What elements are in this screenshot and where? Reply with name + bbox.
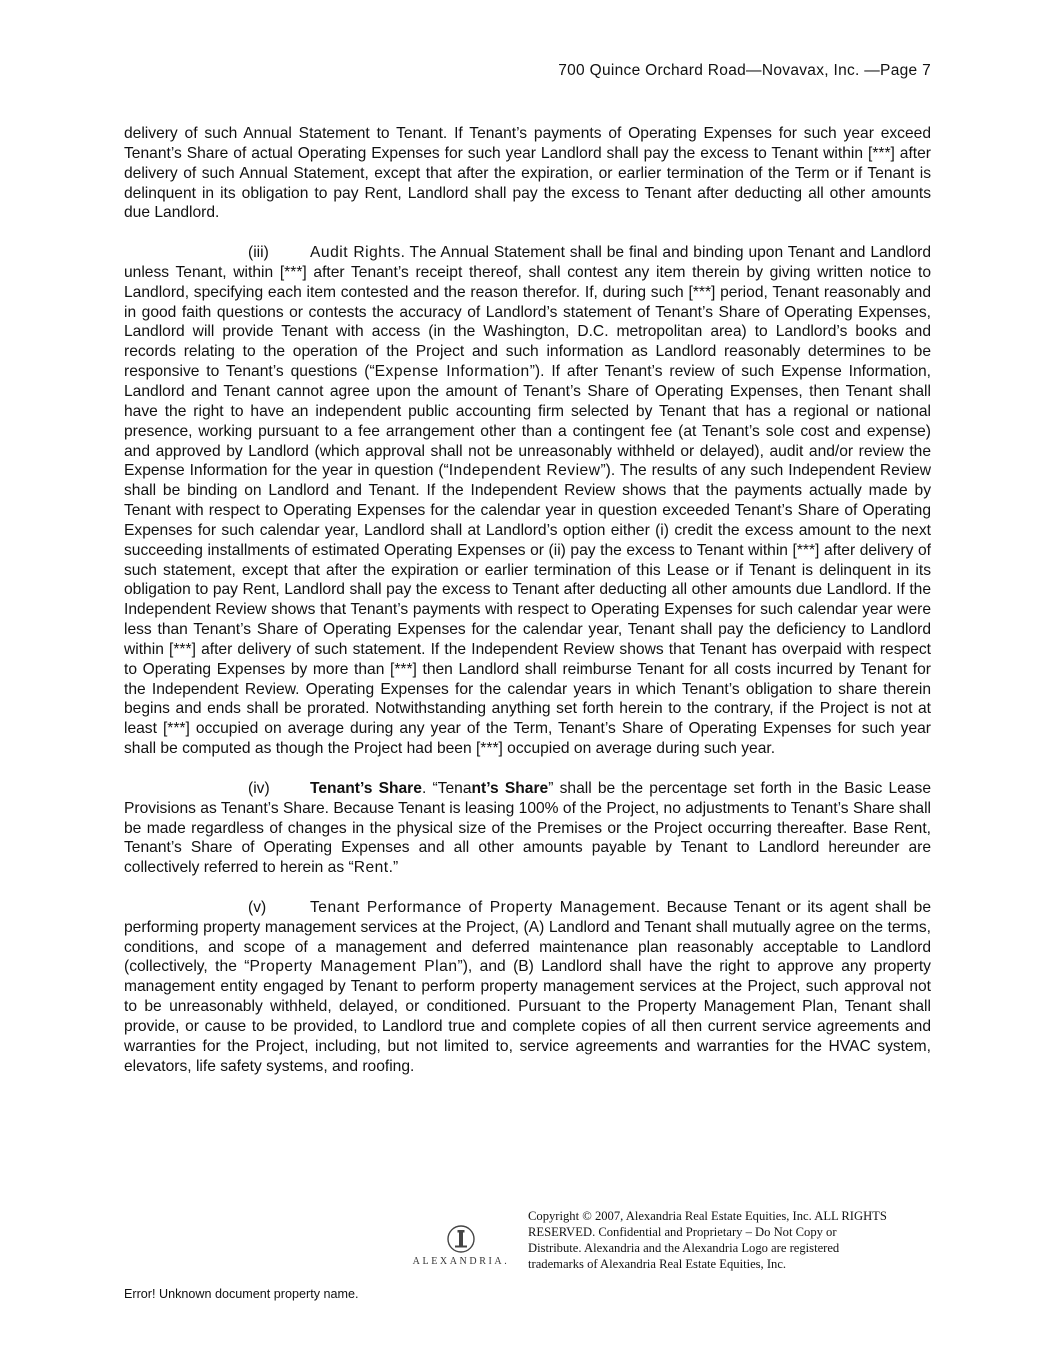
defined-term-part: Tena: [437, 779, 472, 797]
section-audit-rights: [124, 243, 931, 759]
defined-term-part: nt’s Share: [471, 779, 549, 797]
section-number: (iv): [248, 779, 270, 797]
logo-wordmark: ALEXANDRIA.: [412, 1256, 510, 1267]
section-number: (iii): [248, 244, 269, 262]
paragraph-continuation: delivery of such Annual Statement to Tenant. If Tenant’s payments of Operating Expenses for such year exceed Tenant’s Share of actual Operating Expenses for such year Landlord shall pay the excess to Tenant within [***] after delivery of such Annual Statement, except that after the expiration, or earlier termination of the Term or if Tenant is delinquent in its obligation to pay Rent, Landlord shall pay the excess to Tenant after deducting all other amounts due Landlord.: [124, 125, 931, 222]
copyright-notice: Copyright © 2007, Alexandria Real Estate Equities, Inc. ALL RIGHTS RESERVED. Confidential and Proprietary – Do Not Copy or Distribute. Alexandria and the Alexandria Logo are registered trademarks of Alexandria Real Estate Equities, Inc.: [528, 1209, 887, 1271]
section-title: Tenant’s Share: [310, 779, 422, 797]
section-text: .”: [388, 859, 399, 877]
section-title: Audit Rights: [310, 244, 401, 262]
defined-term: Expense Information: [374, 363, 530, 381]
defined-term: Rent: [353, 859, 389, 877]
section-title: Tenant Performance of Property Management: [310, 898, 656, 916]
lighthouse-icon: [444, 1224, 478, 1254]
section-property-management: [124, 898, 931, 1077]
defined-term: Property Management Plan: [249, 958, 458, 976]
section-text: ”), and (B) Landlord shall have the right to approve any property management entity engaged by Tenant to perform property management services at the Project, such approval not to be unreasonably withheld, delayed, or conditioned. Pursuant to the Property Management Plan, Tenant shall provide, or cause to be provided, to Landlord true and complete copies of all then current service agreements and warranties for the Project, including, but not limited to, service agreements and warranties for the HVAC system, elevators, life safety systems, and roofing.: [124, 958, 931, 1075]
alexandria-logo: [405, 1224, 517, 1267]
section-text: ”). If after Tenant’s review of such Expense Information, Landlord and Tenant cannot agree upon the amount of Tenant’s Share of Operating Expenses, then Tenant shall have the right to have an independent public accounting firm selected by Tenant that has a regional or national presence, working pursuant to a fee arrangement other than a contingent fee (at Tenant’s sole cost and expense) and approved by Landlord (which approval shall not be unreasonably withheld or delayed), audit and/or review the Expense Information for the year in question (“: [124, 363, 931, 480]
section-tenants-share: [124, 779, 931, 878]
section-text: ” shall be the percentage set forth in the Basic Lease Provisions as Tenant’s Share. Because Tenant is leasing 100% of the Project, no adjustments to Tenant’s Share shall be made regardless of changes in the physical size of the Premises or the Project occurring thereafter. Base Rent, Tenant’s Share of Operating Expenses and all other amounts payable by Tenant to Landlord hereunder are collectively referred to herein as “: [124, 779, 932, 877]
document-body: [124, 124, 931, 1096]
section-text: . Because Tenant or its agent shall be performing property management services at the Project, (A) Landlord and Tenant shall mutually agree on the terms, conditions, and scope of a management and deferred maintenance plan reasonably acceptable to Landlord (collectively, the “: [124, 898, 932, 976]
section-text: . The Annual Statement shall be final and binding upon Tenant and Landlord unless Tenant, within [***] after Tenant’s receipt thereof, shall contest any item therein by giving written notice to Landlord, specifying each item contested and the reason therefor. If, during such [***] period, Tenant reasonably and in good faith questions or contests the accuracy of Landlord’s statement of Tenant’s Share of Operating Expenses, Landlord will provide Tenant with access (in the Washington, D.C. metropolitan area) to Landlord’s books and records relating to the operation of the Project and such information as Landlord reasonably determines to be responsive to Tenant’s questions (“: [124, 244, 932, 381]
section-text: . “: [421, 779, 438, 797]
document-property-error: Error! Unknown document property name.: [124, 1287, 359, 1301]
section-number: (v): [248, 898, 267, 916]
section-text: ”). The results of any such Independent Review shall be binding on Landlord and Tenant. If the Independent Review shows that the payments actually made by Tenant with respect to Operating Expenses for the calendar year in question exceeded Tenant’s Share of Operating Expenses for such calendar year, Landlord shall at Landlord’s option either (i) credit the excess amount to the next succeeding installments of estimated Operating Expenses or (ii) pay the excess to Tenant within [***] after delivery of such statement, except that after the expiration or earlier termination of this Lease or if Tenant is delinquent in its obligation to pay Rent, Landlord shall pay the excess to Tenant after deducting all other amounts due Landlord. If the Independent Review shows that Tenant’s payments with respect to Operating Expenses for such calendar year were less than Tenant’s Share of Operating Expenses for the calendar year, Tenant shall pay the deficiency to Landlord within [***] after delivery of such statement. If the Independent Review shows that Tenant has overpaid with respect to Operating Expenses by more than [***] then Landlord shall reimburse Tenant for all costs incurred by Tenant for the Independent Review. Operating Expenses for the calendar years in which Tenant’s obligation to share therein begins and ends shall be prorated. Notwithstanding anything set forth herein to the contrary, if the Project is not at least [***] occupied on average during any year of the Term, Tenant’s Share of Operating Expenses for such year shall be computed as though the Project had been [***] occupied on average during such year.: [124, 462, 931, 758]
page-header: 700 Quince Orchard Road—Novavax, Inc. —Page 7: [558, 62, 931, 79]
defined-term: Independent Review: [448, 462, 601, 480]
